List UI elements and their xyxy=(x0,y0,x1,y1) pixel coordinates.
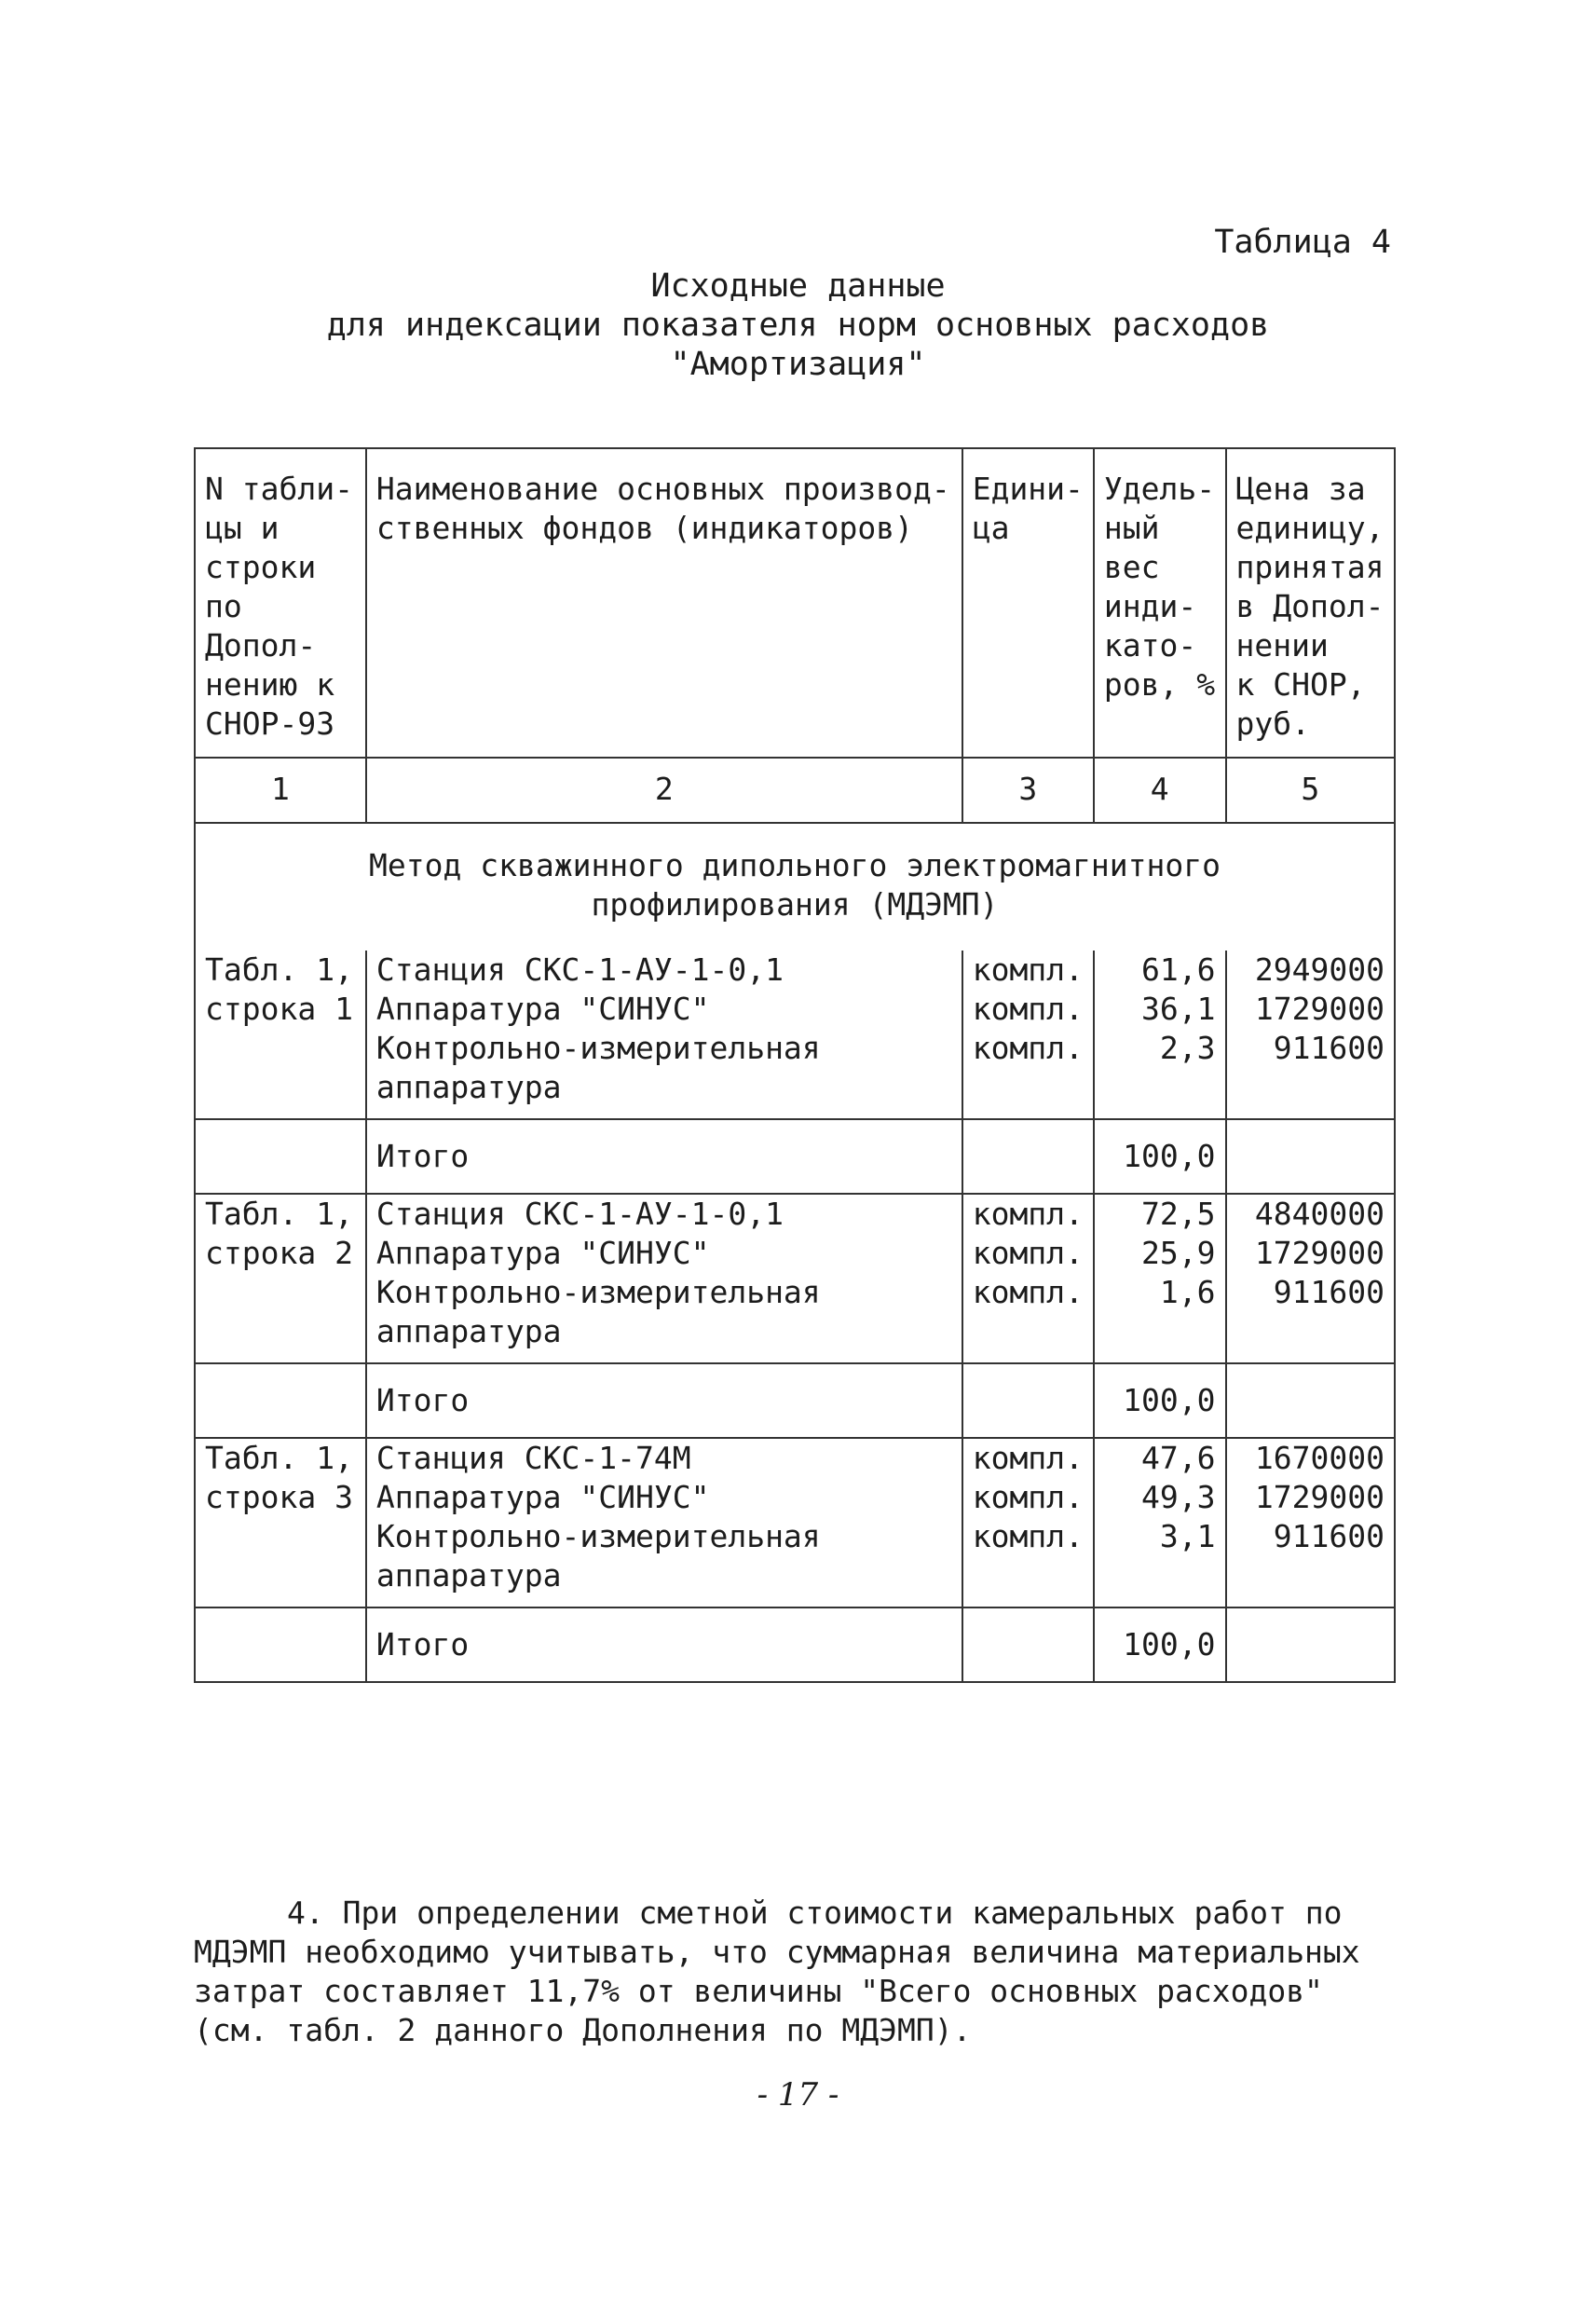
table-title xyxy=(0,267,1596,384)
note-line-4: (см. табл. 2 данного Дополнения по МДЭМП). xyxy=(194,2012,972,2048)
column-number: 3 xyxy=(962,758,1094,823)
source-reference: Табл. 1, строка 3 xyxy=(195,1438,366,1607)
note-paragraph xyxy=(194,1894,1396,2050)
header-col-1: N табли- цы и строки по Допол- нению к СНОР-93 xyxy=(195,448,366,758)
table-row xyxy=(195,1438,1395,1607)
total-value: 100,0 xyxy=(1094,1607,1226,1682)
header-col-2: Наименование основных производ- ственных фондов (индикаторов) xyxy=(366,448,962,758)
total-row xyxy=(195,1607,1395,1682)
weights: 47,6 49,3 3,1 xyxy=(1094,1438,1226,1607)
total-label: Итого xyxy=(366,1119,962,1194)
total-value: 100,0 xyxy=(1094,1363,1226,1438)
header-col-5: Цена за единицу, принятая в Допол- нении к СНОР, руб. xyxy=(1226,448,1395,758)
table-row xyxy=(195,1194,1395,1363)
prices: 2949000 1729000 911600 xyxy=(1226,951,1395,1119)
table-row xyxy=(195,951,1395,1119)
units: компл. компл. компл. xyxy=(962,1438,1094,1607)
total-label: Итого xyxy=(366,1363,962,1438)
column-number: 4 xyxy=(1094,758,1226,823)
title-line-3: "Амортизация" xyxy=(670,346,926,383)
page-number: - 17 - xyxy=(757,2076,839,2114)
column-number: 5 xyxy=(1226,758,1395,823)
note-line-2: МДЭМП необходимо учитывать, что суммарная величина материальных xyxy=(194,1934,1360,1970)
total-value: 100,0 xyxy=(1094,1119,1226,1194)
section-heading: Метод скважинного дипольного электромагнитного профилирования (МДЭМП) xyxy=(195,823,1395,951)
title-line-1: Исходные данные xyxy=(650,267,946,305)
section-heading-row xyxy=(195,823,1395,951)
source-reference: Табл. 1, строка 1 xyxy=(195,951,366,1119)
note-line-3: затрат составляет 11,7% от величины "Всего основных расходов" xyxy=(194,1973,1323,2009)
header-col-3: Едини- ца xyxy=(962,448,1094,758)
fund-names: Станция СКС-1-АУ-1-0,1 Аппаратура "СИНУС" Контрольно-измерительная аппаратура xyxy=(366,1194,962,1363)
total-row xyxy=(195,1119,1395,1194)
column-number-row xyxy=(195,758,1395,823)
table-number: Таблица 4 xyxy=(1214,224,1391,261)
column-number: 2 xyxy=(366,758,962,823)
header-col-4: Удель- ный вес инди- като- ров, % xyxy=(1094,448,1226,758)
column-number: 1 xyxy=(195,758,366,823)
data-table xyxy=(194,447,1396,1683)
fund-names: Станция СКС-1-74М Аппаратура "СИНУС" Контрольно-измерительная аппаратура xyxy=(366,1438,962,1607)
note-line-1: 4. При определении сметной стоимости камеральных работ по xyxy=(287,1895,1343,1931)
title-line-2: для индексации показателя норм основных расходов xyxy=(326,307,1270,344)
prices: 1670000 1729000 911600 xyxy=(1226,1438,1395,1607)
units: компл. компл. компл. xyxy=(962,1194,1094,1363)
header-row xyxy=(195,448,1395,758)
weights: 72,5 25,9 1,6 xyxy=(1094,1194,1226,1363)
total-row xyxy=(195,1363,1395,1438)
total-label: Итого xyxy=(366,1607,962,1682)
units: компл. компл. компл. xyxy=(962,951,1094,1119)
prices: 4840000 1729000 911600 xyxy=(1226,1194,1395,1363)
fund-names: Станция СКС-1-АУ-1-0,1 Аппаратура "СИНУС" Контрольно-измерительная аппаратура xyxy=(366,951,962,1119)
source-reference: Табл. 1, строка 2 xyxy=(195,1194,366,1363)
weights: 61,6 36,1 2,3 xyxy=(1094,951,1226,1119)
